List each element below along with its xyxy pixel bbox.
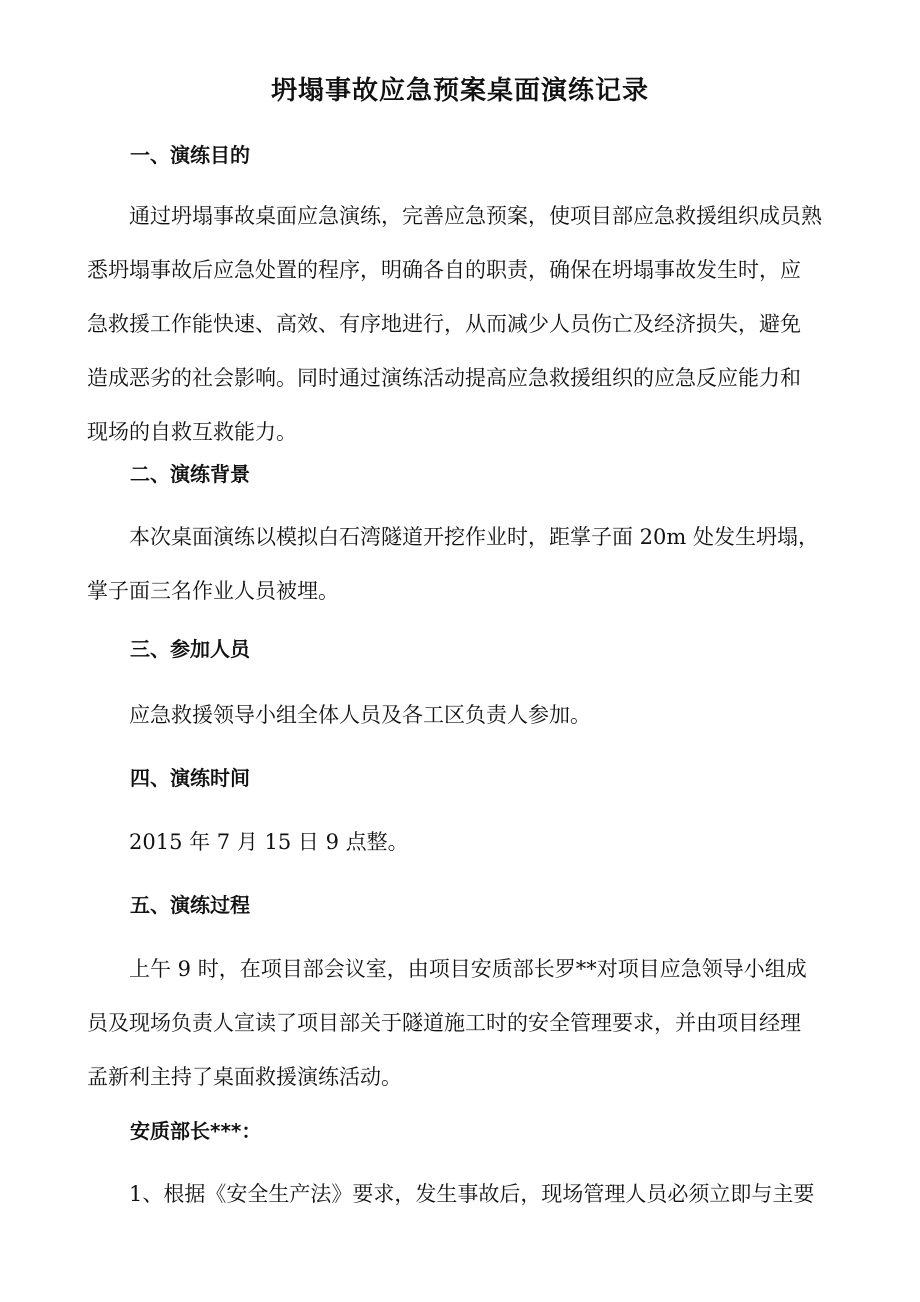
section-body-purpose [87,189,837,459]
paragraph-line: 上午 9 时，在项目部会议室，由项目安质部长罗**对项目应急领导小组成 [129,957,807,981]
paragraph-line: 造成恶劣的社会影响。同时通过演练活动提高应急救援组织的应急反应能力和 [87,366,801,390]
paragraph-line: 急救援工作能快速、高效、有序地进行，从而减少人员伤亡及经济损失，避免 [87,312,801,336]
paragraph-line: 1、根据《安全生产法》要求，发生事故后，现场管理人员必须立即与主要 [129,1182,815,1206]
section-heading-purpose: 一、演练目的 [130,143,250,167]
paragraph-line: 本次桌面演练以模拟白石湾隧道开挖作业时，距掌子面 20m 处发生坍塌， [129,525,819,549]
paragraph-line: 现场的自救互救能力。 [87,420,297,444]
paragraph-line: 悉坍塌事故后应急处置的程序，明确各自的职责，确保在坍塌事故发生时，应 [87,258,801,282]
section-body-time [87,815,837,869]
section-body-participants [87,688,837,742]
paragraph-line: 掌子面三名作业人员被埋。 [87,579,339,603]
speaker-label: 安质部长***： [130,1119,262,1143]
paragraph-line: 孟新利主持了桌面救援演练活动。 [87,1065,402,1089]
section-heading-background: 二、演练背景 [130,462,250,486]
section-body-process [87,942,837,1104]
paragraph-line: 员及现场负责人宣读了项目部关于隧道施工时的安全管理要求，并由项目经理 [87,1011,801,1035]
numbered-item [87,1167,837,1221]
paragraph-line: 应急救援领导小组全体人员及各工区负责人参加。 [129,703,591,727]
section-heading-time: 四、演练时间 [130,766,250,790]
section-body-background [87,510,837,618]
section-heading-participants: 三、参加人员 [130,637,250,661]
paragraph-line: 2015 年 7 月 15 日 9 点整。 [129,830,409,854]
section-heading-process: 五、演练过程 [130,893,250,917]
paragraph-line: 通过坍塌事故桌面应急演练，完善应急预案，使项目部应急救援组织成员熟 [129,204,822,228]
document-title: 坍塌事故应急预案桌面演练记录 [270,76,649,106]
